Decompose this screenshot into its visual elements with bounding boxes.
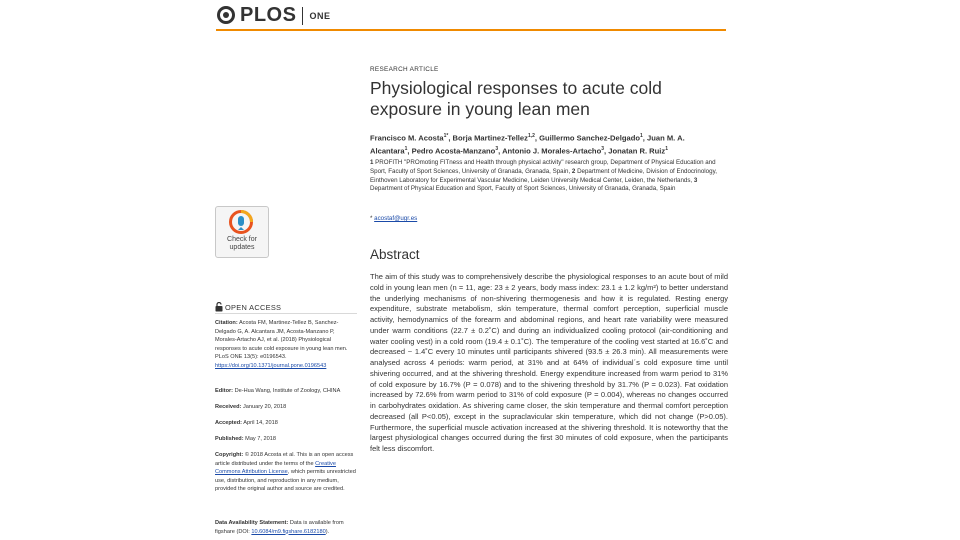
affiliation-text: PROFITH "PROmoting FITness and Health through physical activity" research group, Department of Physical Education and Sport, Faculty of Sport Sciences, University of Granada, Granada, Spain, bbox=[370, 159, 716, 175]
journal-logo[interactable] bbox=[216, 4, 330, 27]
affiliation-number: 3 bbox=[693, 176, 698, 184]
editor-block bbox=[215, 387, 357, 396]
affiliation-text: Department of Physical Education and Sport, Faculty of Sport Sciences, University of Granada, Granada, Spain bbox=[370, 185, 676, 193]
received-label: Received: bbox=[215, 404, 242, 410]
license-link[interactable]: Creative Commons Attribution License bbox=[215, 460, 336, 476]
check-for-updates-label: Check for updates bbox=[227, 236, 257, 251]
data-availability-text-after: ). bbox=[325, 528, 330, 535]
data-availability-label: Data Availability Statement: bbox=[215, 520, 289, 526]
accepted-label: Accepted: bbox=[215, 420, 243, 426]
abstract-text: The aim of this study was to comprehensively describe the physiological responses to an acute bout of mild cold in young lean men (n = 11, age: 23 ± 2 years, body mass index: 23.1 ± 1.2 kg/m²) to better understand the underlying mechanisms of non-shivering thermogenesis and how it is regulated. Resting energy expenditure, substrate metabolism, skin temperature, thermal comfort perception, superficial muscle activity, hemodynamics of the forearm and abdominal regions, and heart rate variability were measured under warm conditions (22.7 ± 0.2˚C) and during an individualized cooling protocol (air-conditioning and water cooling vest) in a cold room (19.4 ± 0.1˚C). The temperature of the cooling vest started at 16.6˚C and decreased ~ 1.4˚C every 10 minutes until participants shivered (93.5 ± 26.3 min). All measurements were analysed across 4 periods: warm period, at 31% and at 64% of individual´s cold exposure time until shivering occurred, and at the shivering threshold. Energy expenditure increased from warm period to 31% of cold exposure by 16.7% (P = 0.078) and to the shivering threshold by 31.7% (P = 0.023). Fat oxidation increased by 72.6% from warm period to 31% of cold exposure (P = 0.004), whereas no changes occurred in carbohydrates oxidation. As shivering came closer, the skin temperature and thermal comfort perception decreased (all P<0.05), except in the supraclavicular skin temperature, which did not change (P>0.05). Furthermore, the superficial muscle activation increased at the shivering threshold. It is noteworthy that the largest physiological changes occurred during the first 30 minutes of cold exposure, when the participants felt less discomfort. bbox=[370, 272, 728, 453]
author-name[interactable]: Juan M. A. Alcantara bbox=[370, 133, 685, 156]
journal-wordmark: PLOS bbox=[240, 4, 297, 26]
email-asterisk: * bbox=[370, 215, 375, 222]
journal-subtitle: ONE bbox=[309, 10, 331, 21]
author-affiliation-marker: 1* bbox=[443, 133, 449, 139]
citation-block bbox=[215, 319, 357, 371]
received-date: January 20, 2018 bbox=[243, 404, 287, 410]
author-name[interactable]: Antonio J. Morales-Artacho bbox=[502, 146, 602, 156]
copyright-block bbox=[215, 451, 357, 494]
data-doi-link[interactable]: 10.6084/m9.figshare.6182180 bbox=[251, 528, 326, 535]
check-for-updates-button[interactable] bbox=[215, 206, 269, 258]
author-affiliation-marker: 1 bbox=[665, 146, 668, 153]
accepted-date: April 14, 2018 bbox=[243, 420, 278, 426]
logo-divider bbox=[302, 7, 303, 25]
accepted-block bbox=[215, 419, 357, 428]
data-availability-block bbox=[215, 519, 357, 536]
data-availability-text: Data is available from figshare (DOI: bbox=[215, 520, 344, 535]
corresponding-email bbox=[370, 215, 417, 222]
article-type: RESEARCH ARTICLE bbox=[370, 66, 439, 73]
published-block bbox=[215, 435, 357, 444]
author-affiliation-marker: 1,2 bbox=[527, 133, 535, 139]
copyright-text-after: , which permits unrestricted use, distribution, and reproduction in any medium, provided the original author and source are credited. bbox=[215, 469, 356, 493]
citation-text: Acosta FM, Martinez-Tellez B, Sanchez-Delgado G, A. Alcantara JM, Acosta-Manzano P, Morales-Artacho AJ, et al. (2018) Physiological responses to acute cold exposure in young lean men. PLoS ONE 13(5): e0196543. bbox=[215, 320, 348, 361]
article-title: Physiological responses to acute cold exposure in young lean men bbox=[370, 78, 662, 119]
author-affiliation-marker: 3 bbox=[495, 146, 499, 153]
open-access-label: OPEN ACCESS bbox=[225, 302, 282, 312]
author-affiliation-marker: 1 bbox=[404, 146, 408, 153]
open-access-badge bbox=[215, 302, 281, 312]
affiliation-text: Department of Medicine, Division of Endocrinology, Einthoven Laboratory for Experimental Vascular Medicine, Leiden University Medical Center, Leiden, the Netherlands, bbox=[370, 167, 717, 184]
affiliation-number: 1 bbox=[370, 159, 376, 166]
left-divider bbox=[215, 313, 357, 314]
plos-logo-icon bbox=[216, 5, 238, 27]
copyright-text: © 2018 Acosta et al. This is an open access article distributed under the terms of the bbox=[215, 452, 354, 467]
author-affiliation-marker: 1 bbox=[639, 133, 643, 139]
author-affiliation-marker: 3 bbox=[601, 146, 604, 153]
author-name[interactable]: Borja Martinez-Tellez bbox=[452, 133, 528, 143]
affiliations bbox=[370, 159, 726, 194]
citation-label: Citation: bbox=[215, 320, 238, 326]
lock-open-icon bbox=[215, 302, 223, 312]
author-name[interactable]: Jonatan R. Ruiz bbox=[608, 146, 666, 156]
header-rule bbox=[216, 29, 726, 31]
email-link[interactable]: acostaf@ugr.es bbox=[374, 215, 418, 222]
editor-text: De-Hua Wang, Institute of Zoology, CHINA bbox=[234, 388, 341, 394]
affiliation-number: 2 bbox=[571, 167, 578, 175]
published-label: Published: bbox=[215, 436, 244, 442]
author-name[interactable]: Guillermo Sanchez-Delgado bbox=[539, 133, 640, 143]
author-list: Francisco M. Acosta$^{1*}$, Borja Martinez-Tellez$^{1,2}$, Guillermo Sanchez-Delgado$^1$, Juan M. A. Alcantara$^1$, Pedro Acosta-Manzano$^3$, Antonio J. Morales-Artacho$^3$, Jonatan R. Ruiz$^1$ bbox=[370, 133, 685, 156]
author-name[interactable]: Francisco M. Acosta bbox=[370, 133, 444, 143]
received-block bbox=[215, 403, 357, 412]
citation-doi-link[interactable]: https://doi.org/10.1371/journal.pone.0196543 bbox=[215, 362, 327, 369]
check-for-updates-icon bbox=[229, 210, 253, 234]
published-date: May 7, 2018 bbox=[245, 436, 276, 442]
editor-label: Editor: bbox=[215, 388, 234, 394]
abstract-heading: Abstract bbox=[370, 247, 420, 262]
copyright-label: Copyright: bbox=[215, 452, 244, 458]
author-name[interactable]: Pedro Acosta-Manzano bbox=[411, 146, 496, 156]
